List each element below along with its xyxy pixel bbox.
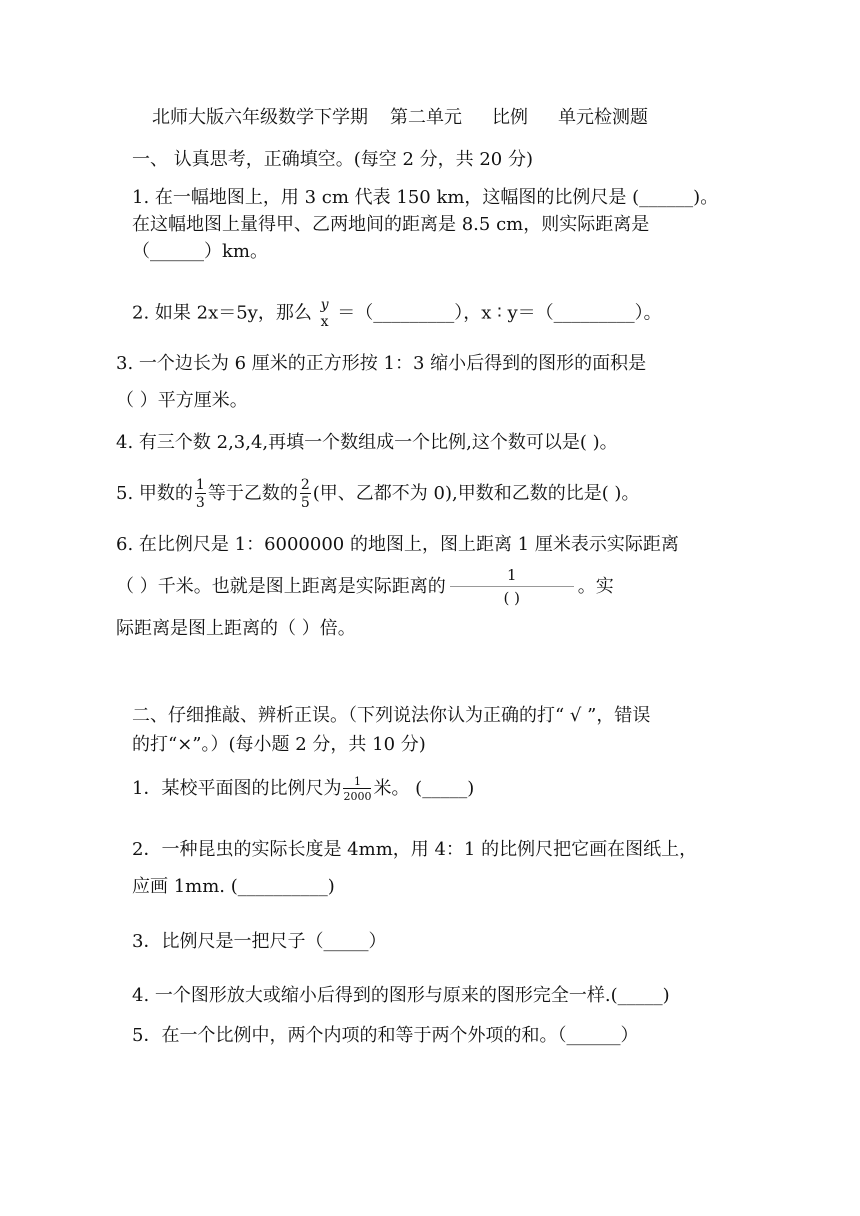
q5-fraction-1: [195, 478, 206, 510]
q6-line1: 6. 在比例尺是 1：6000000 的地图上，图上距离 1 厘米表示实际距离: [116, 534, 679, 555]
s2-q4: 4. 一个图形放大或缩小后得到的图形与原来的图形完全一样.(_____): [132, 985, 670, 1006]
q5-f1-num: 1: [195, 477, 205, 493]
s2-q2-line2: 应画 1mm. (__________): [132, 876, 335, 897]
q4: 4. 有三个数 2,3,4,再填一个数组成一个比例,这个数可以是( )。: [116, 432, 618, 453]
title-part-4: 单元检测题: [558, 107, 648, 128]
q3-line1: 3. 一个边长为 6 厘米的正方形按 1：3 缩小后得到的图形的面积是: [116, 353, 647, 374]
q5-prefix: 5. 甲数的: [116, 483, 193, 504]
q6-frac-den: ( ): [503, 589, 520, 607]
q1-line1: 1. 在一幅地图上，用 3 cm 代表 150 km，这幅图的比例尺是 (______)。: [132, 187, 719, 208]
q6-line2: [116, 568, 614, 606]
s2-q3: 3．比例尺是一把尺子（_____）: [132, 931, 387, 952]
q1-line2: 在这幅地图上量得甲、乙两地间的距离是 8.5 cm，则实际距离是: [132, 214, 650, 235]
q1-line3: （______）km。: [132, 241, 268, 262]
q3-line2: （ ）平方厘米。: [116, 390, 248, 411]
s2-q1-frac-den: 2000: [343, 790, 372, 803]
title-part-3: 比例: [492, 107, 528, 128]
q2-frac-num: y: [320, 297, 329, 313]
q6-fraction: [450, 568, 574, 606]
q2-fraction: [320, 298, 330, 329]
q2-suffix: ＝（_________），x ∶ y＝（_________）。: [337, 302, 662, 324]
q5-mid: 等于乙数的: [207, 483, 298, 504]
q6-line2-suffix: 。实: [577, 576, 614, 597]
section1-heading: 一、 认真思考，正确填空。(每空 2 分，共 20 分): [132, 149, 534, 170]
title-part-1: 北师大版六年级数学下学期: [152, 107, 368, 128]
q6-frac-num: 1: [450, 568, 574, 587]
s2-q1-fraction: [343, 776, 371, 802]
s2-q1: [132, 776, 474, 802]
q5-f1-den: 3: [195, 495, 205, 511]
q2-frac-den: x: [320, 314, 329, 330]
q5-f2-num: 2: [300, 477, 310, 493]
q5-suffix: (甲、乙都不为 0),甲数和乙数的比是( )。: [312, 483, 640, 504]
title-part-2: 第二单元: [390, 107, 462, 128]
page-title: [152, 106, 648, 130]
q5-fraction-2: [300, 478, 311, 510]
q2-prefix: 2. 如果 2x＝5y，那么: [132, 302, 312, 324]
q6-line3: 际距离是图上距离的（ ）倍。: [116, 618, 356, 639]
q2: [132, 298, 662, 329]
s2-q1-suffix: 米。 (_____): [373, 778, 475, 799]
s2-q2-line1: 2．一种昆虫的实际长度是 4mm，用 4：1 的比例尺把它画在图纸上，: [132, 839, 698, 860]
q5: [116, 478, 639, 510]
q6-line2-prefix: （ ）千米。也就是图上距离是实际距离的: [116, 576, 446, 597]
s2-q1-prefix: 1．某校平面图的比例尺为: [132, 778, 342, 799]
section2-heading-line2: 的打“×”。）(每小题 2 分，共 10 分): [132, 734, 426, 755]
section2-heading-line1: 二、仔细推敲、辨析正误。（下列说法你认为正确的打“ √ ”，错误: [132, 705, 651, 726]
s2-q1-frac-num: 1: [343, 776, 371, 789]
s2-q5: 5．在一个比例中，两个内项的和等于两个外项的和。（______）: [132, 1025, 639, 1046]
q5-f2-den: 5: [300, 495, 310, 511]
